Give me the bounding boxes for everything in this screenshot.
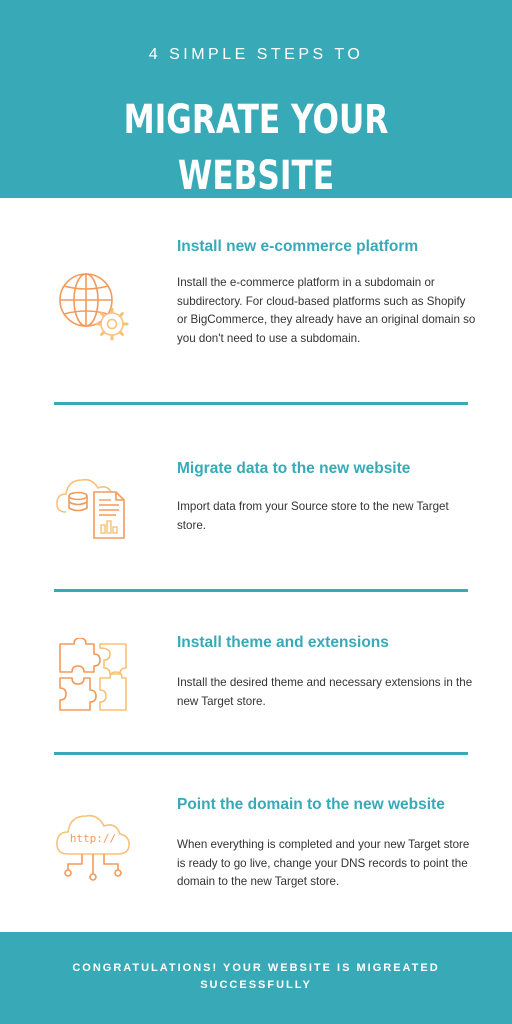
step-1-heading: Install new e-commerce platform — [177, 238, 419, 255]
divider-2 — [54, 589, 468, 592]
cloud-http-network-icon — [54, 804, 132, 882]
step-2-body: Import data from your Source store to the new Target store. — [177, 500, 449, 532]
puzzle-icon — [54, 638, 132, 716]
footer-banner — [0, 932, 512, 1024]
step-4-heading: Point the domain to the new website — [177, 796, 445, 813]
step-3-heading: Install theme and extensions — [177, 634, 389, 651]
header-kicker: 4 SIMPLE STEPS TO — [148, 46, 364, 63]
step-3-body: Install the desired theme and necessary extensions in the new Target store. — [177, 676, 473, 708]
page-title: MIGRATE YOUR WEBSITE — [123, 97, 389, 199]
step-2-heading: Migrate data to the new website — [177, 460, 411, 477]
globe-gear-icon — [54, 268, 132, 346]
step-4-body: When everything is completed and your new Target store is ready to go live, change your DNS records to point the domain to the new Target store. — [177, 838, 470, 888]
divider-1 — [54, 402, 468, 405]
divider-3 — [54, 752, 468, 755]
cloud-database-document-icon — [54, 470, 132, 548]
http-label: http:// — [69, 832, 117, 845]
step-1-body: Install the e-commerce platform in a subdomain or subdirectory. For cloud-based platforms such as Shopify or BigCommerce, they already have an original domain so you don't need to use a subdomain. — [177, 276, 476, 345]
footer-message: CONGRATULATIONS! YOUR WEBSITE IS MIGREATED SUCCESSFULLY — [72, 962, 440, 991]
header-banner — [0, 0, 512, 198]
